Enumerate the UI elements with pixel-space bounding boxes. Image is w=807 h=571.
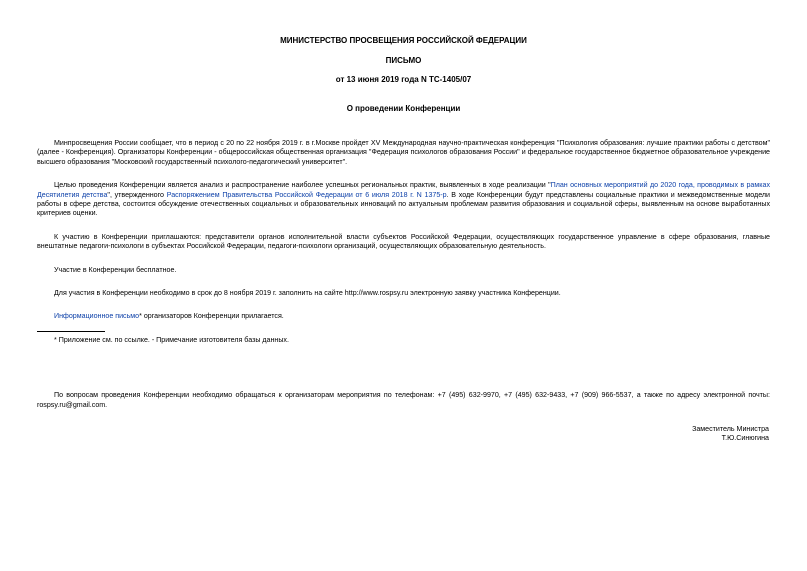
signatory-position: Заместитель Министра [692, 425, 769, 433]
footnote: * Приложение см. по ссылке. - Примечание изготовителя базы данных. [54, 335, 289, 344]
paragraph-participants: К участию в Конференции приглашаются: представители органов исполнительной власти субъектов Российской Федерации, осуществляющих государственное управление в сфере образования, главные внештатные педагоги-психологи в субъектах Российской Федерации, педагоги-психологи организаций, осуществляющих образовательную деятельность. [37, 232, 770, 251]
goal-text-a: Целью проведения Конференции является анализ и распространение наиболее успешных региональных практик, выявленных в ходе реализации " [54, 181, 551, 190]
goal-text-b: ", утвержденного [107, 190, 167, 199]
paragraph-free-participation: Участие в Конференции бесплатное. [54, 265, 177, 274]
footnote-divider [37, 331, 105, 332]
paragraph-goal [37, 181, 770, 219]
paragraph-announcement: Минпросвещения России сообщает, что в период с 20 по 22 ноября 2019 г. в г.Москве пройдет XV Международная научно-практическая конференция "Психология образования: лучшие практики работы с детством" (далее - Конференция). Организаторы Конференции - общероссийская общественная организация "Федерация психологов образования России" и федеральное государственное бюджетное образовательное учреждение высшего образования "Московский государственный психолого-педагогический университет". [37, 139, 770, 166]
paragraph-info-letter [37, 312, 770, 321]
paragraph-contacts: По вопросам проведения Конференции необходимо обращаться к организаторам мероприятия по телефонам: +7 (495) 632-9970, +7 (495) 632-9433, +7 (909) 966-5537, а также по адресу электронной почты: rospsy.ru@gmail.com. [37, 391, 770, 409]
ministry-title: МИНИСТЕРСТВО ПРОСВЕЩЕНИЯ РОССИЙСКОЙ ФЕДЕРАЦИИ [280, 36, 527, 45]
signatory-name: Т.Ю.Синюгина [721, 434, 769, 443]
document-subject: О проведении Конференции [346, 104, 461, 113]
plan-link[interactable]: План основных мероприятий до 2020 года, проводимых в рамках Десятилетия детства [37, 181, 770, 199]
goal-text-c: . В ходе Конференции будут представлены социальные практики и межведомственные модели работы в сфере детства, состоится обсуждение отечественных социальных и образовательных инноваций по актуальным проблемам развития образования и социальной сферы, выявленным на основе выработанных критериев оценки. [37, 190, 771, 218]
paragraph-registration: Для участия в Конференции необходимо в срок до 8 ноября 2019 г. заполнить на сайте http://www.rospsy.ru электронную заявку участника Конференции. [54, 289, 561, 298]
signature-block [692, 425, 769, 444]
government-order-link[interactable]: Распоряжением Правительства Российской Федерации от 6 июля 2018 г. N 1375-р [166, 190, 447, 199]
info-letter-link[interactable]: Информационное письмо [54, 312, 140, 321]
document-type: ПИСЬМО [385, 56, 422, 65]
info-letter-text: * организаторов Конференции прилагается. [139, 312, 284, 321]
document-date-number: от 13 июня 2019 года N ТС-1405/07 [335, 75, 472, 84]
letter-body [37, 139, 770, 424]
